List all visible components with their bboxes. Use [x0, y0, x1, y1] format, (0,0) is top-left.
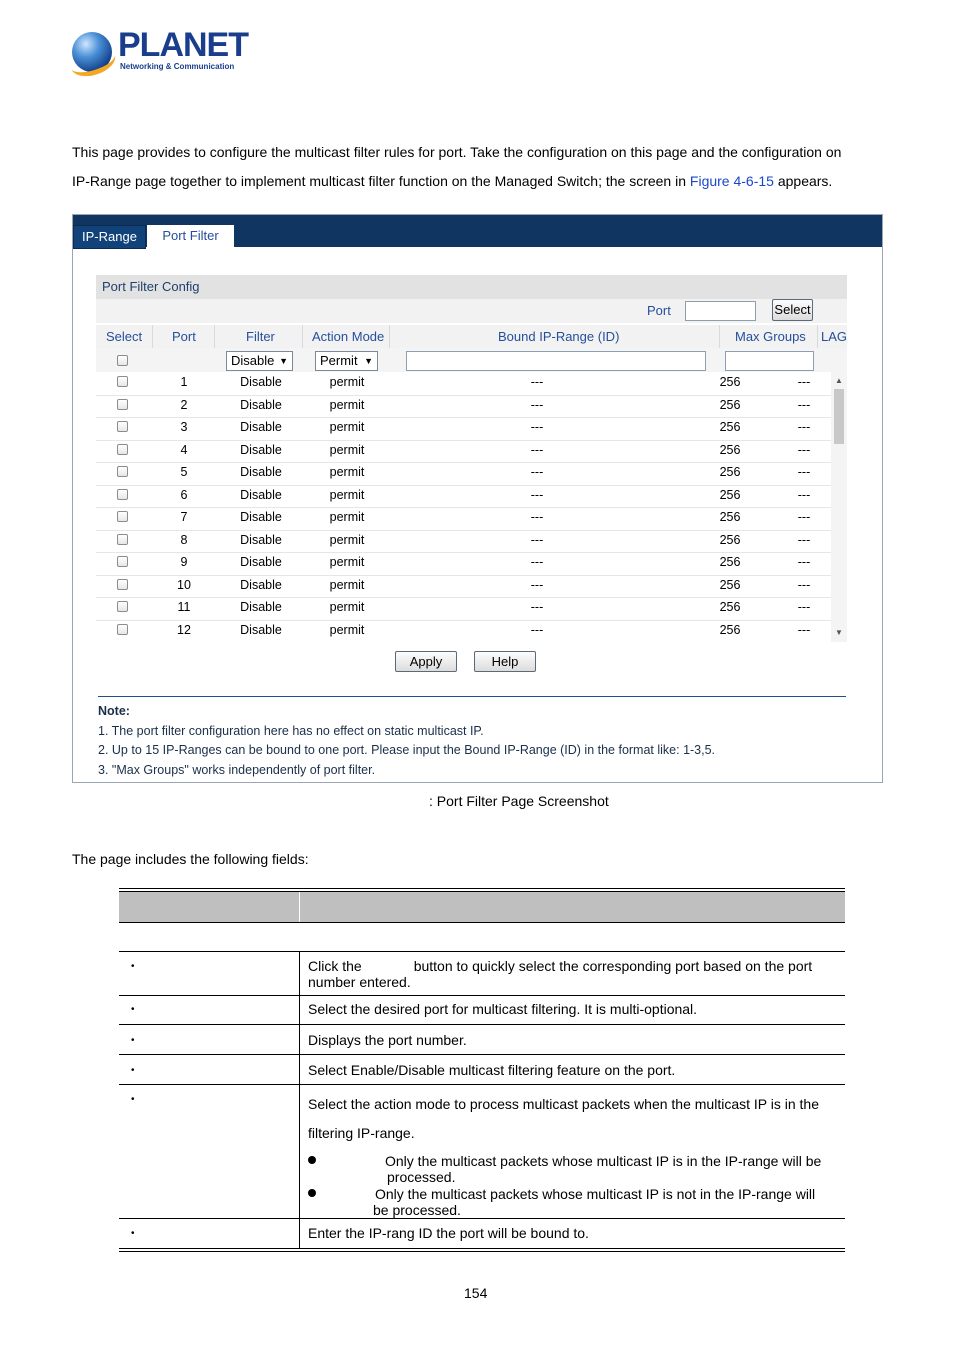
field-desc-4: Select Enable/Disable multicast filtering feature on the port.: [308, 1062, 676, 1078]
table-row: [96, 462, 831, 486]
table-row: [96, 372, 831, 396]
field-sub-2b: be processed.: [373, 1202, 461, 1218]
scrollbar-thumb[interactable]: [834, 389, 844, 444]
cell-range: ---: [530, 442, 544, 457]
row-checkbox[interactable]: [117, 444, 128, 455]
field-sub-1a: Only the multicast packets whose multicast IP is in the IP-range will be: [385, 1153, 822, 1169]
cell-mode: permit: [329, 465, 365, 479]
table-row: [96, 530, 831, 554]
cell-mode: permit: [329, 577, 365, 592]
cell-filter: Disable: [240, 375, 282, 389]
note-3: 3. "Max Groups" works independently of port filter.: [98, 763, 376, 777]
cell-mode: permit: [329, 622, 365, 637]
row-checkbox[interactable]: [117, 399, 128, 410]
scroll-up-icon[interactable]: ▲: [835, 376, 843, 385]
bound-ip-range-input[interactable]: [406, 351, 706, 371]
figure-link[interactable]: Figure 4-6-15: [689, 173, 774, 189]
cell-port: 3: [180, 420, 188, 434]
port-filter-screenshot: [72, 214, 883, 783]
cell-lag: ---: [797, 577, 811, 592]
header-lag: LAG: [821, 329, 848, 344]
row-checkbox[interactable]: [117, 421, 128, 432]
apply-button[interactable]: Apply: [395, 651, 457, 672]
note-2: 2. Up to 15 IP-Ranges can be bound to one port. Please input the Bound IP-Range (ID) in the format like: 1-3,5.: [98, 743, 716, 757]
action-mode-dropdown[interactable]: Permit ▼: [315, 351, 378, 371]
cell-filter: Disable: [240, 442, 282, 457]
cell-range: ---: [530, 532, 544, 547]
cell-lag: ---: [797, 442, 811, 457]
bullet-1: •: [131, 961, 135, 972]
row-checkbox[interactable]: [117, 601, 128, 612]
cell-max: 256: [719, 622, 741, 637]
cell-lag: ---: [797, 397, 811, 412]
filter-row: [96, 348, 847, 372]
row-checkbox[interactable]: [117, 579, 128, 590]
cell-port: 1: [180, 375, 188, 389]
page-number: 154: [464, 1285, 488, 1301]
intro-line-2: IP-Range page together to implement multicast filter function on the Managed Switch; the screen in Figure 4-6-15 appears.: [72, 173, 833, 189]
port-label: Port: [647, 303, 671, 318]
cell-filter: Disable: [240, 622, 282, 637]
cell-max: 256: [719, 577, 741, 592]
cell-lag: ---: [797, 555, 811, 569]
cell-mode: permit: [329, 420, 365, 434]
bullet-2: •: [131, 1004, 135, 1015]
cell-range: ---: [530, 465, 544, 479]
select-all-checkbox[interactable]: [117, 355, 128, 366]
logo-wordmark: PLANET: [118, 26, 248, 64]
help-button[interactable]: Help: [474, 651, 536, 672]
cell-mode: permit: [329, 442, 365, 457]
table-row: [96, 597, 831, 621]
cell-lag: ---: [797, 510, 811, 524]
cell-lag: ---: [797, 622, 811, 637]
port-select-bar: [96, 299, 847, 323]
table-row: [96, 440, 831, 464]
cell-lag: ---: [797, 532, 811, 547]
row-checkbox[interactable]: [117, 556, 128, 567]
sub-bullet-1: [308, 1156, 316, 1164]
cell-port: 2: [180, 397, 188, 412]
cell-lag: ---: [797, 375, 811, 389]
chevron-down-icon: ▼: [364, 356, 373, 366]
cell-max: 256: [719, 487, 741, 502]
row-checkbox[interactable]: [117, 466, 128, 477]
cell-filter: Disable: [240, 600, 282, 614]
field-desc-2: Select the desired port for multicast filtering. It is multi-optional.: [308, 1001, 698, 1017]
bullet-5: •: [131, 1094, 135, 1105]
field-desc-5a: Select the action mode to process multicast packets when the multicast IP is in the: [308, 1096, 819, 1112]
cell-range: ---: [530, 420, 544, 434]
cell-mode: permit: [329, 600, 365, 614]
cell-range: ---: [530, 555, 544, 569]
cell-max: 256: [719, 420, 741, 434]
cell-max: 256: [719, 600, 741, 614]
row-checkbox[interactable]: [117, 376, 128, 387]
header-port: Port: [172, 329, 196, 344]
field-desc-5b: filtering IP-range.: [308, 1125, 415, 1141]
cell-range: ---: [530, 397, 544, 412]
cell-filter: Disable: [240, 465, 282, 479]
table-header-row: [119, 892, 845, 922]
cell-range: ---: [530, 600, 544, 614]
bullet-4: •: [131, 1065, 135, 1076]
row-checkbox[interactable]: [117, 511, 128, 522]
scroll-down-icon[interactable]: ▼: [835, 628, 843, 637]
row-checkbox[interactable]: [117, 489, 128, 500]
cell-mode: permit: [329, 375, 365, 389]
sub-bullet-2: [308, 1189, 316, 1197]
figure-caption: : Port Filter Page Screenshot: [429, 793, 609, 809]
select-button[interactable]: Select: [772, 299, 813, 321]
table-header: [96, 325, 847, 348]
cell-port: 11: [177, 600, 191, 614]
header-action-mode: Action Mode: [312, 329, 385, 344]
header-bound-ip-range: Bound IP-Range (ID): [498, 329, 620, 344]
cell-max: 256: [719, 510, 741, 524]
cell-mode: permit: [329, 487, 365, 502]
port-rows: [96, 372, 831, 642]
row-checkbox[interactable]: [117, 624, 128, 635]
chevron-down-icon: ▼: [279, 356, 288, 366]
note-title: Note:: [98, 704, 130, 718]
cell-range: ---: [530, 510, 544, 524]
cell-filter: Disable: [240, 420, 282, 434]
cell-max: 256: [719, 397, 741, 412]
field-desc-1: Click the button to quickly select the corresponding port based on the port: [308, 958, 813, 974]
cell-max: 256: [719, 465, 741, 479]
scrollbar[interactable]: [831, 372, 847, 642]
cell-filter: Disable: [240, 532, 282, 547]
cell-lag: ---: [797, 420, 811, 434]
cell-range: ---: [530, 577, 544, 592]
intro-line-1: This page provides to configure the multicast filter rules for port. Take the configuration on this page and the configuration on: [72, 144, 842, 160]
note-divider: [98, 696, 846, 697]
cell-filter: Disable: [240, 555, 282, 569]
cell-range: ---: [530, 622, 544, 637]
cell-range: ---: [530, 375, 544, 389]
cell-max: 256: [719, 442, 741, 457]
note-1: 1. The port filter configuration here has no effect on static multicast IP.: [98, 724, 484, 738]
bullet-6: •: [131, 1228, 135, 1239]
field-sub-2a: Only the multicast packets whose multicast IP is not in the IP-range will: [375, 1186, 816, 1202]
cell-lag: ---: [797, 465, 811, 479]
cell-port: 5: [180, 465, 188, 479]
panel-title: Port Filter Config: [96, 275, 847, 299]
table-row: [96, 575, 831, 599]
cell-max: 256: [719, 555, 741, 569]
header-filter: Filter: [246, 329, 275, 344]
table-row: [96, 507, 831, 531]
field-desc-1b: number entered.: [308, 974, 411, 990]
port-input[interactable]: [685, 301, 756, 321]
header-max-groups: Max Groups: [735, 329, 806, 344]
header-select: Select: [106, 329, 143, 344]
planet-logo: [72, 26, 248, 76]
cell-port: 6: [180, 487, 188, 502]
cell-port: 12: [177, 622, 191, 637]
cell-mode: permit: [329, 532, 365, 547]
cell-port: 4: [180, 442, 188, 457]
cell-lag: ---: [797, 487, 811, 502]
fields-intro: The page includes the following fields:: [72, 851, 309, 867]
cell-max: 256: [719, 375, 741, 389]
table-row: [96, 485, 831, 509]
cell-filter: Disable: [240, 487, 282, 502]
tab-port-filter[interactable]: Port Filter: [147, 225, 234, 247]
cell-mode: permit: [329, 555, 365, 569]
cell-port: 7: [180, 510, 188, 524]
cell-port: 9: [180, 555, 188, 569]
field-sub-1b: processed.: [387, 1169, 456, 1185]
table-row: [96, 620, 831, 643]
logo-tagline: Networking & Communication: [120, 62, 235, 71]
cell-lag: ---: [797, 600, 811, 614]
cell-port: 8: [180, 532, 188, 547]
cell-range: ---: [530, 487, 544, 502]
table-row: [96, 552, 831, 576]
table-row: [96, 417, 831, 441]
cell-port: 10: [177, 577, 191, 592]
cell-filter: Disable: [240, 510, 282, 524]
field-desc-6: Enter the IP-rang ID the port will be bound to.: [308, 1225, 589, 1241]
field-desc-3: Displays the port number.: [308, 1032, 467, 1048]
tab-ip-range[interactable]: IP-Range: [73, 225, 146, 249]
max-groups-input[interactable]: [725, 351, 814, 371]
row-checkbox[interactable]: [117, 534, 128, 545]
cell-filter: Disable: [240, 397, 282, 412]
cell-max: 256: [719, 532, 741, 547]
cell-mode: permit: [329, 510, 365, 524]
table-row: [96, 395, 831, 419]
filter-dropdown[interactable]: Disable ▼: [226, 351, 293, 371]
bullet-3: •: [131, 1035, 135, 1046]
cell-mode: permit: [329, 397, 365, 412]
cell-filter: Disable: [240, 577, 282, 592]
